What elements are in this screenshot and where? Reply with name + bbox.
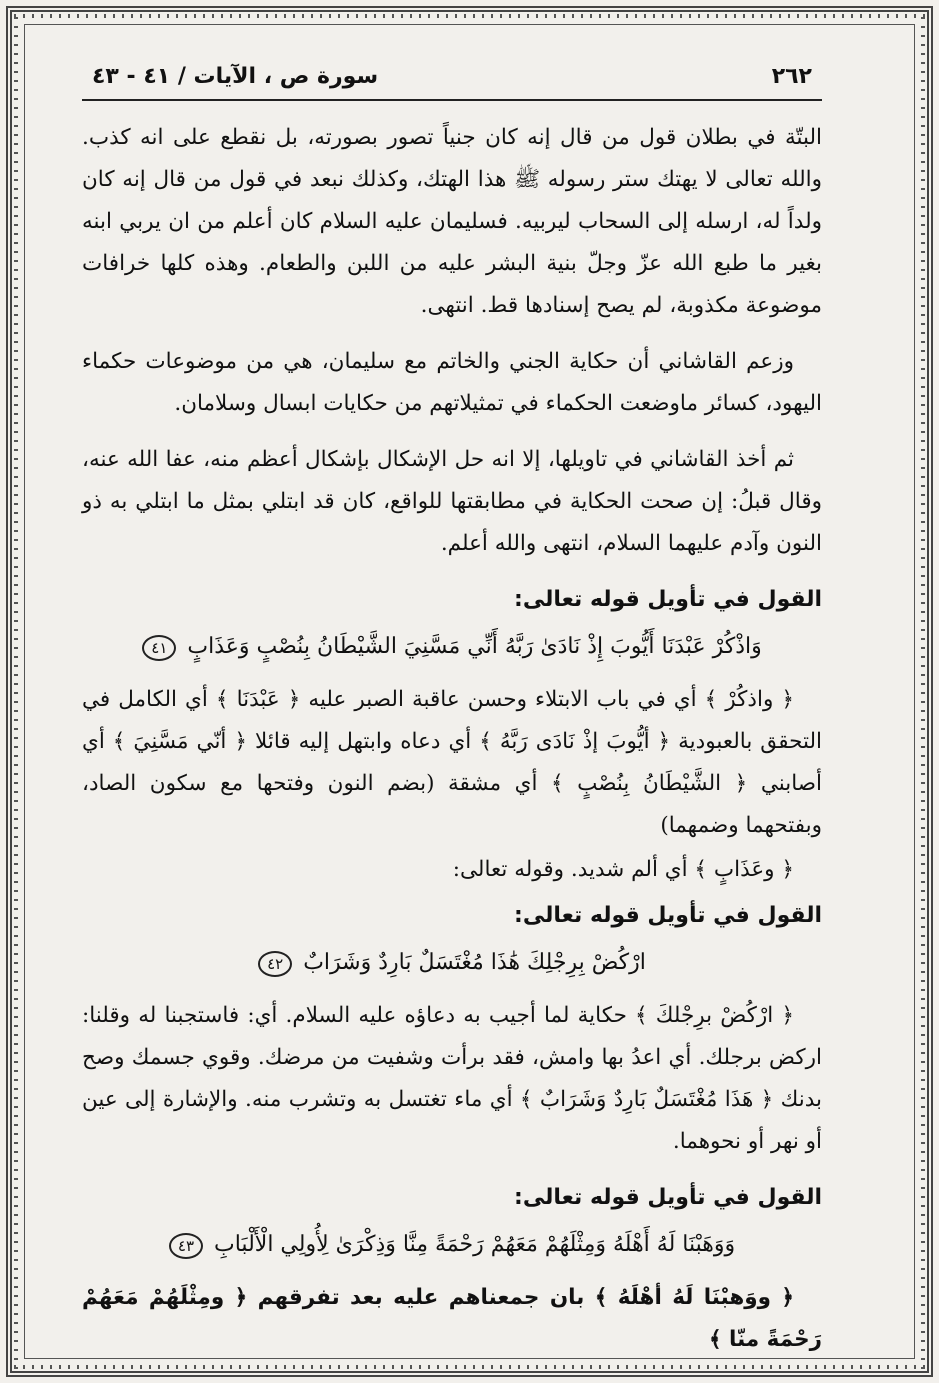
page-number: ٢٦٢	[771, 64, 812, 89]
ayah-number-marker: ٤٣	[169, 1233, 203, 1259]
verse-text: وَاذْكُرْ عَبْدَنَا أَيُّوبَ إِذْ نَادَىٰ رَبَّهُ أَنِّي مَسَّنِيَ الشَّيْطَانُ بِنُصْبٍ وَعَذَابٍ	[187, 634, 762, 659]
book-page	[82, 60, 822, 1375]
section-heading-43: القول في تأويل قوله تعالى:	[514, 1185, 822, 1210]
section-heading-41: القول في تأويل قوله تعالى:	[514, 587, 822, 612]
commentary-42: ﴿ ارْكُضْ برِجْلكَ ﴾ حكاية لما أجيب به دعاؤه عليه السلام. أي: فاستجبنا له وقلنا: اركض برجلك. أي اعدُ بها وامش، فقد برأت وشفيت من مرضك. وقوي جسمك وصح بدنك ﴿ هَذَا مُغْتَسَلٌ بَارِدٌ وَشَرَابٌ ﴾ أي ماء تغتسل به وتشرب منه. والإشارة إلى عين أو نهر أو نحوهما.	[82, 1003, 822, 1154]
verse-41	[82, 625, 822, 669]
verse-42	[82, 941, 822, 985]
commentary-41-continued: ﴿ وعَذَابٍ ﴾ أي ألم شديد. وقوله تعالى:	[452, 857, 794, 882]
verse-43	[82, 1223, 822, 1267]
paragraph-3: ثم أخذ القاشاني في تاويلها، إلا انه حل الإشكال بإشكال أعظم منه، عفا الله عنه، وقال قبلُ: إن صحت الحكاية في مطابقتها للواقع، كان قد ابتلي بمثل ما ابتلي به ذو النون وآدم عليهما السلام، انتهى والله أعلم.	[82, 447, 822, 556]
page-content	[82, 101, 822, 1361]
verse-text: ارْكُضْ بِرِجْلِكَ هَٰذَا مُغْتَسَلٌ بَارِدٌ وَشَرَابٌ	[303, 950, 646, 975]
ayah-number-marker: ٤٢	[258, 951, 292, 977]
ornament-border-right	[921, 14, 925, 1369]
commentary-43: ﴿ ووَهبْنَا لَهُ أهْلَهُ ﴾ بان جمعناهم عليه بعد تفرقهم ﴿ ومِثْلَهُمْ مَعَهُمْ رَحْمَةً منّا ﴾	[82, 1285, 822, 1352]
running-header	[82, 60, 822, 101]
commentary-41: ﴿ واذكُرْ ﴾ أي في باب الابتلاء وحسن عاقبة الصبر عليه ﴿ عَبْدَنَا ﴾ أي الكامل في التحقق بالعبودية ﴿ أيُّوبَ إذْ نَادَى رَبَّهُ ﴾ أي دعاه وابتهل إليه قائلا ﴿ أنّي مَسَّنِيَ ﴾ أي أصابني ﴿ الشَّيْطَانُ بِنُصْبٍ ﴾ أي مشقة (بضم النون وفتحها مع سكون الصاد، وبفتحهما وضمهما)	[82, 687, 822, 838]
ornament-border-left	[14, 14, 18, 1369]
surah-title: سورة ص ، الآيات / ٤١ - ٤٣	[92, 64, 379, 89]
verse-text: وَوَهَبْنَا لَهُ أَهْلَهُ وَمِثْلَهُمْ مَعَهُمْ رَحْمَةً مِنَّا وَذِكْرَىٰ لِأُولِي الْأَلْبَابِ	[214, 1232, 736, 1257]
paragraph-2: وزعم القاشاني أن حكاية الجني والخاتم مع سليمان، هي من موضوعات حكماء اليهود، كسائر ماوضعت الحكماء في تمثيلاتهم من حكايات ابسال وسلامان.	[82, 349, 822, 416]
ornament-border-top	[14, 14, 925, 18]
paragraph-1: البتّة في بطلان قول من قال إنه كان جنياً تصور بصورته، بل نقطع على انه كذب. والله تعالى لا يهتك ستر رسوله ﷺ هذا الهتك، وكذلك نبعد في قول من قال إنه كان ولداً له، ارسله إلى السحاب ليربيه. فسليمان عليه السلام كان أعلم من ان يربي ابنه بغير ما طبع الله عزّ وجلّ بنية البشر عليه من اللبن والطعام. وهذه كلها خرافات موضوعة مكذوبة، لم يصح إسنادها قط. انتهى.	[82, 125, 822, 318]
ayah-number-marker: ٤١	[142, 635, 176, 661]
section-heading-42: القول في تأويل قوله تعالى:	[514, 903, 822, 928]
